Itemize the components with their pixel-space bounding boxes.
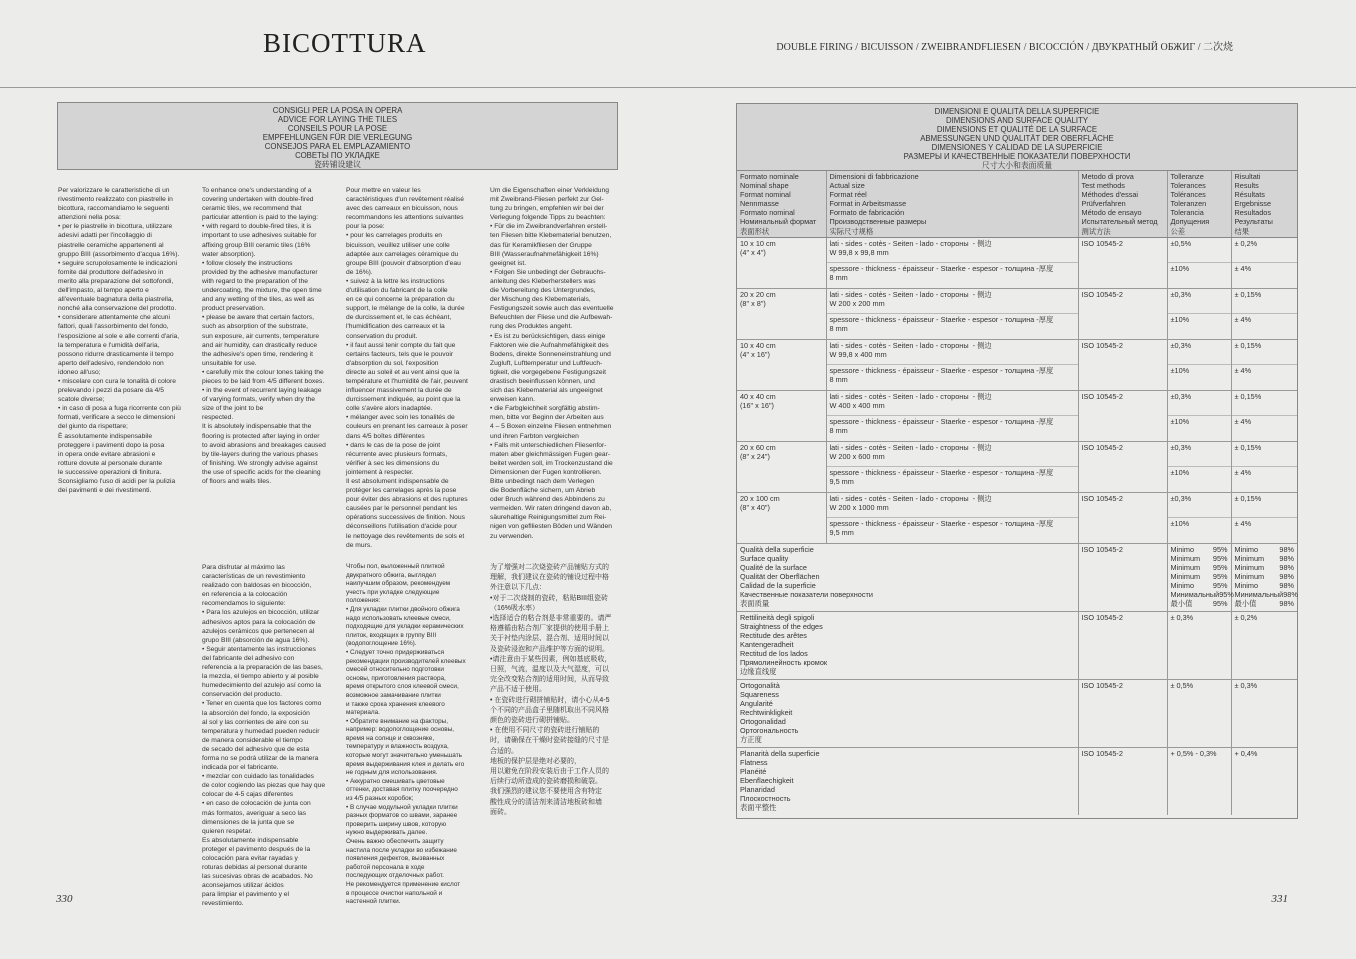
tolerance-minimum-row — [1170, 590, 1234, 600]
result-minimum-row — [1235, 581, 1295, 590]
tolerance-cell — [1167, 492, 1231, 518]
column-header-line: Tolerancia — [1170, 208, 1204, 218]
column-header-line: Método de ensayo — [1081, 208, 1142, 218]
test-method: ISO 10545-2 — [1081, 391, 1123, 401]
thickness-label: spessore - thickness - épaisseur - Staerke - espesor - толщина -厚度 — [829, 315, 1054, 325]
page-number-right: 331 — [1271, 893, 1288, 905]
table-row — [737, 288, 1297, 314]
nominal-format-inch: (8" x 8") — [740, 298, 766, 308]
minimum-value: 98% — [1279, 581, 1294, 591]
result-cell — [1231, 263, 1297, 289]
property-label-line: Качественные показатели поверхности — [740, 590, 873, 600]
column-header-line: Formato nominale — [740, 172, 799, 181]
test-method-cell — [1078, 441, 1167, 492]
advice-heading-line: CONSEJOS PARA EL EMPLAZAMIENTO — [264, 142, 411, 151]
minimum-value: 95% — [1212, 581, 1228, 591]
result-minimum-row — [1235, 599, 1295, 608]
result-minimum-row — [1235, 554, 1295, 563]
result-minimum-row — [1235, 545, 1295, 554]
table-row — [737, 339, 1297, 365]
tolerance-minimum-row — [1171, 563, 1228, 572]
tolerance-cell — [1167, 288, 1231, 314]
thickness-label: spessore - thickness - épaisseur - Staerke - espesor - толщина -厚度 — [829, 417, 1054, 427]
nominal-format-inch: (4" x 16") — [740, 349, 770, 359]
result-value: ± 4% — [1234, 519, 1252, 529]
actual-size-cell — [826, 237, 1078, 263]
thickness-value: 8 mm — [829, 375, 848, 385]
result-value: ± 4% — [1234, 468, 1252, 478]
test-method: ISO 10545-2 — [1081, 748, 1123, 758]
tolerance-value: ±0,3% — [1170, 289, 1192, 299]
property-label-line: Ortogonalità — [740, 680, 780, 690]
result-value: ± 4% — [1234, 315, 1252, 325]
sides-label: lati - sides - cotès - Seiten - lado - стороны - 侧边 — [829, 493, 992, 503]
test-method-cell — [1078, 492, 1167, 543]
advice-text-italian: Per valorizzare le caratteristiche di un rivestimento realizzato con piastrelle in bicottura, raccomandiamo le seguenti attenzioni nella posa: • per le piastrelle in bicottura, utilizzare adesivi adatti per l'incollaggio di piastrelle ceramiche appartenenti al gruppo BIII (assorbimento d'acqua 16%). • seguire scrupolosamente le indicazioni fornite dal produttore dell'adesivo in merito alla preparazione del sottofondi, dell'impasto, al tempo aperto e all'eventuale bagnatura della piastrella, nonché alla conservazione del prodotto. • considerare attentamente che alcuni fattori, quali l'assorbimento del fondo, l'esposizione al sole e alle correnti d'aria, la temperatura e l'umidità dell'aria, possono ridurre drasticamente il tempo aperto dell'adesivo, rendendolo non idoneo all'uso; • miscelare con cura le tonalità di colore prelevando i pezzi da posare da 4/5 scatole diverse; • in caso di posa a fuga ricorrente con più formati, verificare a secco le dimensioni del giunto da rispettare; È assolutamente indispensabile proteggere i pavimenti dopo la posa in opera onde evitare abrasioni e rotture dovute al personale durante le successive operazioni di finitura. Sconsigliamo l'uso di acidi per la pulizia dei pavimenti e dei rivestimenti. — [58, 187, 181, 495]
sides-label: lati - sides - cotès - Seiten - lado - стороны - 侧边 — [829, 391, 992, 401]
test-method-cell — [1078, 237, 1167, 288]
minimum-label: Minimo — [1170, 581, 1195, 591]
minimum-value: 98% — [1279, 562, 1294, 572]
column-header-row — [737, 171, 1297, 237]
property-label-line: Qualität der Oberflächen — [740, 571, 820, 581]
property-label-line: Surface quality — [740, 553, 789, 563]
nominal-format-cell — [737, 339, 826, 390]
minimum-label: Минимальный — [1234, 590, 1284, 600]
property-label-line: Angularité — [740, 698, 773, 708]
result-value: ± 0,2% — [1234, 238, 1258, 248]
column-header-line: Испытательный метод — [1081, 217, 1158, 227]
column-header-line: Номинальный формат — [740, 217, 817, 227]
column-header-line: 公差 — [1170, 226, 1186, 236]
result-cell — [1231, 518, 1297, 544]
advice-text-english: To enhance one's understanding of a covering undertaken with double-fired ceramic tiles, we recommend that particular attention is paid to the laying: • with regard to double-fired tiles, it is important to use adhesives suitable for affixing group BIII ceramic tiles (16% water absorption). • follow closely the instructions provided by the adhesive manufacturer with regard to the preparation of the undercoating, the mixture, the open time and any wetting of the tiles, as well as product preservation. • please be aware that certain factors, such as absorption of the substrate, sun exposure, air currents, temperature and air humidity, can drastically reduce the adhesive's open time, rendering it unsuitable for use. • carefully mix the colour tones taking the pieces to be laid from 4/5 different boxes. • in the event of recurrent laying leakage of varying formats, verify when dry the size of the joint to be respected. It is absolutely indispensable that the flooring is protected after laying in order to avoid abrasions and breakages caused by tile-layers during the various phases of finishing. We strongly advise against the use of specific acids for the cleaning of floors and walls tiles. — [202, 187, 326, 485]
minimum-label: Minimum — [1170, 553, 1201, 563]
nominal-format-inch: (8" x 40") — [740, 502, 770, 512]
result-value: ± 0,3% — [1234, 680, 1258, 690]
minimum-value: 98% — [1279, 544, 1294, 554]
property-label-line: Rechtwinkligkeit — [740, 707, 793, 717]
column-header-line: Risultati — [1234, 172, 1261, 181]
col-tolerances — [1167, 171, 1231, 237]
tolerance-value: ±0,3% — [1170, 493, 1192, 503]
minimum-label: Minimo — [1170, 544, 1195, 554]
column-header-line: Formato de fabricación — [829, 208, 905, 218]
table-title-line: DIMENSIONES Y CALIDAD DE LA SUPERFICIE — [931, 143, 1103, 152]
thickness-value: 8 mm — [829, 426, 848, 436]
tolerance-minimum-row — [1171, 581, 1228, 590]
advice-heading-line: 瓷砖铺设建议 — [314, 160, 361, 169]
minimum-value: 98% — [1279, 571, 1294, 581]
tolerance-cell — [1167, 747, 1231, 815]
tolerance-cell — [1167, 518, 1231, 544]
tolerance-minimum-row — [1171, 545, 1228, 554]
actual-size-value: W 400 x 400 mm — [829, 400, 885, 410]
tolerance-value: ±10% — [1170, 315, 1190, 325]
thickness-cell — [826, 416, 1078, 442]
tolerance-value: ±10% — [1170, 417, 1190, 427]
tolerance-value: ±0,3% — [1170, 391, 1192, 401]
tolerance-cell — [1167, 416, 1231, 442]
column-header-line: Допущения — [1170, 217, 1210, 227]
column-header-line: Prüfverfahren — [1081, 199, 1126, 209]
property-label-line: Плоскостность — [740, 794, 791, 804]
result-value: ± 0,15% — [1234, 289, 1262, 299]
test-method: ISO 10545-2 — [1081, 680, 1123, 690]
nominal-format: 10 x 40 cm — [740, 340, 776, 350]
header-divider — [0, 87, 1356, 88]
property-label-line: Calidad de la superficie — [740, 581, 816, 591]
test-method: ISO 10545-2 — [1081, 340, 1123, 350]
column-header-line: Test methods — [1081, 181, 1125, 191]
nominal-format-cell — [737, 237, 826, 288]
actual-size-value: W 99,8 x 99,8 mm — [829, 247, 889, 257]
advice-heading-line: ADVICE FOR LAYING THE TILES — [277, 115, 398, 124]
tolerance-value: ±10% — [1170, 264, 1190, 274]
minimum-label: Minimo — [1234, 544, 1259, 554]
tolerance-cell — [1167, 467, 1231, 493]
table-row — [737, 237, 1297, 263]
test-method-cell — [1078, 390, 1167, 441]
thickness-cell — [826, 263, 1078, 289]
column-header-line: 测试方法 — [1081, 226, 1111, 236]
result-cell — [1231, 543, 1297, 611]
thickness-cell — [826, 314, 1078, 340]
table-title-line: DIMENSIONS AND SURFACE QUALITY — [945, 116, 1089, 125]
advice-heading-line: CONSEILS POUR LA POSE — [287, 124, 388, 133]
property-label-line: 边缘直线度 — [740, 667, 777, 677]
tolerance-cell — [1167, 611, 1231, 679]
tolerance-cell — [1167, 263, 1231, 289]
tolerance-minimum-row — [1171, 554, 1228, 563]
thickness-value: 9,5 mm — [829, 528, 854, 538]
result-cell — [1231, 679, 1297, 747]
nominal-format: 20 x 100 cm — [740, 493, 780, 503]
test-method: ISO 10545-2 — [1081, 442, 1123, 452]
property-label-line: Planaridad — [740, 785, 775, 795]
property-label-line: 方正度 — [740, 735, 762, 745]
minimum-value: 95% — [1212, 544, 1228, 554]
sides-label: lati - sides - cotès - Seiten - lado - стороны - 侧边 — [829, 340, 992, 350]
thickness-label: spessore - thickness - épaisseur - Staerke - espesor - толщина -厚度 — [829, 519, 1054, 529]
column-header-line: Format nominal — [740, 190, 791, 200]
result-cell — [1231, 339, 1297, 365]
property-label-line: Ортогональность — [740, 726, 799, 736]
property-label-line: Rectitude des arêtes — [740, 630, 807, 640]
test-method-cell — [1078, 288, 1167, 339]
col-nominal-format — [737, 171, 826, 237]
column-header-line: Metodo di prova — [1081, 172, 1134, 181]
table-title-line: DIMENSIONI E QUALITÀ DELLA SUPERFICIE — [934, 107, 1100, 116]
property-label-cell — [737, 747, 1078, 815]
minimum-value: 95% — [1212, 599, 1228, 609]
column-header-line: Ergebnisse — [1234, 199, 1272, 209]
column-header-line: Results — [1234, 181, 1259, 191]
thickness-label: spessore - thickness - épaisseur - Staerke - espesor - толщина -厚度 — [829, 366, 1054, 376]
result-cell — [1231, 747, 1297, 815]
thickness-label: spessore - thickness - épaisseur - Staerke - espesor - толщина -厚度 — [829, 264, 1054, 274]
sides-label: lati - sides - cotès - Seiten - lado - стороны - 侧边 — [829, 289, 992, 299]
nominal-format: 40 x 40 cm — [740, 391, 776, 401]
tolerance-value: ±0,3% — [1170, 340, 1192, 350]
minimum-label: Minimum — [1234, 553, 1265, 563]
column-header-line: Méthodes d'essai — [1081, 190, 1139, 200]
property-label-cell — [737, 679, 1078, 747]
property-label-line: Rectitud de los lados — [740, 649, 808, 659]
actual-size-cell — [826, 492, 1078, 518]
result-value: ± 0,15% — [1234, 442, 1262, 452]
tolerance-cell — [1167, 237, 1231, 263]
minimum-label: 最小值 — [1170, 599, 1193, 609]
result-cell — [1231, 467, 1297, 493]
test-method: ISO 10545-2 — [1081, 238, 1123, 248]
nominal-format-cell — [737, 288, 826, 339]
advice-heading-line: СОВЕТЫ ПО УКЛАДКЕ — [295, 151, 380, 160]
result-cell — [1231, 416, 1297, 442]
result-minimum-row — [1234, 590, 1298, 600]
result-cell — [1231, 314, 1297, 340]
nominal-format: 10 x 10 cm — [740, 238, 776, 248]
thickness-cell — [826, 467, 1078, 493]
result-minimum-row — [1235, 563, 1295, 572]
page-title: BICOTTURA — [263, 28, 427, 58]
result-cell — [1231, 390, 1297, 416]
result-value: ± 4% — [1234, 366, 1252, 376]
tolerance-value: ±10% — [1170, 366, 1190, 376]
property-label-line: Squareness — [740, 689, 779, 699]
advice-heading-box — [57, 102, 618, 170]
result-value: ± 0,15% — [1234, 391, 1262, 401]
thickness-cell — [826, 518, 1078, 544]
property-label-line: Ortogonalidad — [740, 717, 786, 727]
column-header-line: Nominal shape — [740, 181, 789, 191]
tolerance-value: ± 0,3% — [1170, 612, 1194, 622]
property-label-line: Planarità della superficie — [740, 748, 820, 758]
test-method-cell — [1078, 679, 1167, 747]
table-title-line: ABMESSUNGEN UND QUALITÄT DER OBERFLÄCHE — [920, 134, 1114, 143]
tolerance-minimum-row — [1171, 572, 1228, 581]
advice-text-french: Pour mettre en valeur les caractéristiques d'un revêtement réalisé avec des carreaux en bicuisson, nous recommandons les attentions suivantes pour la pose: • pour les carrelages produits en bicuisson, veuillez utiliser une colle adaptée aux carrelages céramique du groupe BIII (pouvoir d'absorption d'eau de 16%). • suivez à la lettre les instructions d'utilisation du fabricant de la colle en ce qui concerne la préparation du support, le mélange de la colle, la durée de durcissement et, le cas échéant, l'humidification des carreaux et la conservation du produit. • il faut aussi tenir compte du fait que certains facteurs, tels que le pouvoir d'absorption du sol, l'exposition directe au soleil et au vent ainsi que la température et l'humidité de l'air, peuvent influencer massivement la durée de durcissement indiquée, au point que la colle s'avère alors inadaptée. • mélanger avec soin les tonalités de couleurs en prenant les carreaux à poser dans 4/5 boîtes différentes • dans le cas de la pose de joint récurrente avec plusieurs formats, vérifier à sec les dimensions du jointement à respecter. Il est absolument indispensable de protéger les carrelages après la pose pour éviter des abrasions et des ruptures causées par le personnel pendant les opérations successives de finition. Nous déconseillons l'utilisation d'acide pour le nettoyage des revêtements de sols et de murs. — [346, 187, 468, 549]
advice-text-chinese: 为了增强对二次烧瓷砖产品铺贴方式的 理解，我们建议在瓷砖的铺设过程中格 外注意以下几点： •对于二次烧制的瓷砖，粘贴BIII组瓷砖 （16%吸水率） •选择适合的粘合剂是非常重要的。请严 格遵循由粘合剂厂家提供的使用手册上 关于衬垫内涂层、混合剂、适用时间以 及瓷砖浸泡和产品维护等方面的说明。 •请注意由于某些因素，例如基底吸收， 日照，气流，温度以及大气湿度，可以 完全改变粘合剂的适用时间，从而导致 产品不适于使用。 • 在瓷砖进行砌拼铺贴时，请小心从4-5 个不同的产品盒子里随机取出不同风格 颜色的瓷砖进行砌拼铺贴。 • 在使用不同尺寸的瓷砖进行铺贴的 时，请确保在干燥时瓷砖接缝的尺寸是 合适的。 地板的保护层是绝对必要的， 用以避免在阶段安装后由于工作人员的 后续行动所造成的瓷砖磨损和破裂。 我们强烈的建议您不要使用含有特定 酸性成分的清洁剂来清洁地板砖和墙 面砖。 — [490, 564, 612, 816]
page-subtitle: DOUBLE FIRING / BICUISSON / ZWEIBRANDFLIESEN / BICOCCIÓN / ДВУКРАТНЫЙ ОБЖИГ / 二次烧 — [776, 42, 1233, 53]
property-label-line: Ebenflaechigkeit — [740, 775, 794, 785]
table-row — [737, 611, 1297, 679]
table-row — [737, 492, 1297, 518]
column-header-line: Производственные размеры — [829, 217, 927, 227]
quality-grid — [737, 171, 1297, 815]
property-label-line: Qualità della superficie — [740, 544, 814, 554]
table-row — [737, 747, 1297, 815]
column-header-line: Toleranzen — [1170, 199, 1207, 209]
minimum-label: Minimum — [1170, 571, 1201, 581]
minimum-label: Minimo — [1234, 581, 1259, 591]
nominal-format-inch: (8" x 24") — [740, 451, 770, 461]
tolerance-value: ±0,5% — [1170, 238, 1192, 248]
sides-label: lati - sides - cotès - Seiten - lado - стороны - 侧边 — [829, 442, 992, 452]
column-header-line: Nennmasse — [740, 199, 779, 209]
tolerance-cell — [1167, 365, 1231, 391]
minimum-value: 95% — [1212, 571, 1228, 581]
result-cell — [1231, 237, 1297, 263]
thickness-value: 8 mm — [829, 273, 848, 283]
minimum-value: 98% — [1279, 599, 1294, 609]
nominal-format: 20 x 20 cm — [740, 289, 776, 299]
nominal-format-cell — [737, 390, 826, 441]
nominal-format: 20 x 60 cm — [740, 442, 776, 452]
table-title-box — [737, 104, 1297, 171]
column-header-line: 结果 — [1234, 226, 1250, 236]
thickness-value: 8 mm — [829, 324, 848, 334]
table-row — [737, 543, 1297, 611]
actual-size-value: W 99,8 x 400 mm — [829, 349, 887, 359]
minimum-value: 98% — [1283, 590, 1298, 600]
surface-quality-label-cell — [737, 543, 1078, 611]
result-cell — [1231, 441, 1297, 467]
column-header-line: Tolérances — [1170, 190, 1206, 200]
minimum-value: 95% — [1212, 553, 1228, 563]
col-test-method — [1078, 171, 1167, 237]
result-value: + 0,4% — [1234, 748, 1258, 758]
minimum-value: 98% — [1279, 553, 1294, 563]
property-label-line: 表面平整性 — [740, 803, 777, 813]
property-label-line: Straightness of the edges — [740, 621, 823, 631]
result-value: ± 0,15% — [1234, 493, 1262, 503]
column-header-line: 实际尺寸规格 — [829, 226, 874, 236]
tolerance-cell — [1167, 679, 1231, 747]
table-title-line: DIMENSIONS ET QUALITÉ DE LA SURFACE — [936, 125, 1098, 134]
actual-size-cell — [826, 390, 1078, 416]
minimum-label: Minimum — [1170, 562, 1201, 572]
tolerance-cell — [1167, 441, 1231, 467]
result-cell — [1231, 365, 1297, 391]
advice-heading-line: CONSIGLI PER LA POSA IN OPERA — [272, 106, 403, 115]
result-value: ± 4% — [1234, 264, 1252, 274]
thickness-label: spessore - thickness - épaisseur - Staerke - espesor - толщина -厚度 — [829, 468, 1054, 478]
column-header-line: Tolerances — [1170, 181, 1206, 191]
minimum-value: 95% — [1212, 562, 1228, 572]
result-cell — [1231, 611, 1297, 679]
actual-size-cell — [826, 441, 1078, 467]
column-header-line: Результаты — [1234, 217, 1273, 227]
column-header-line: Resultados — [1234, 208, 1272, 218]
test-method-cell — [1078, 611, 1167, 679]
advice-text-german: Um die Eigenschaften einer Verkleidung mit Zweibrand-Fliesen perfekt zur Gel- tung zu bringen, empfehlen wir bei der Verlegung folgende Tipps zu beachten: • Für die im Zweibrandverfahren erstell- ten Fliesen bitte Klebematerial benutzen, das für Keramikfliesen der Gruppe BIII (Wasseraufnahmefähigkeit 16%) geeignet ist. • Folgen Sie unbedingt der Gebrauchs- anleitung des Kleberherstellers was die Vorbereitung des Untergrundes, der Mischung des Klebematerials, Festigungszeit sowie auch das eventuelle Befeuchten der Fliese und die Aufbewah- rung des Produktes angeht. • Es ist zu berücksichtigen, dass einige Faktoren wie die Aufnahmefähigkeit des Bodens, direkte Sonneneinstrahlung und Zugluft, Lufttemperatur und Luftfeuch- tigkeit, die vorgegebene Festigungszeit drastisch beeinflussen können, und sich das Klebematerial als ungeeignet erweisen kann. • die Farbgleichheit sorgfältig abstim- men, bitte vor Beginn der Arbeiten aus 4 – 5 Boxen einzelne Fliesen entnehmen und ihren Farbton vergleichen • Falls mit unterschiedlichen Fliesenfor- maten aber gleichmässigen Fugen gear- beitet werden soll, im Trockenzustand die Dimensionen der Fugen kontrollieren. Bitte unbedingt nach dem Verlegen die Bodenfläche sichern, um Abrieb oder Bruch während des Abbindens zu vermeiden. Wir raten dringend davon ab, säurehaltige Reinigungsmittel zum Rei- nigen von geflliesten Böden und Wänden zu verwenden. — [490, 187, 614, 540]
test-method: ISO 10545-2 — [1081, 493, 1123, 503]
test-method-cell — [1078, 747, 1167, 815]
tolerance-value: ±10% — [1170, 468, 1190, 478]
minimum-label: Minimum — [1234, 571, 1265, 581]
actual-size-value: W 200 x 1000 mm — [829, 502, 889, 512]
tolerance-cell — [1167, 314, 1231, 340]
property-label-line: Прямолинейность кромок — [740, 658, 828, 668]
nominal-format-inch: (16" x 16") — [740, 400, 774, 410]
thickness-value: 9,5 mm — [829, 477, 854, 487]
result-value: ± 0,15% — [1234, 340, 1262, 350]
advice-text-spanish: Para disfrutar al máximo las características de un revestimiento realizado con baldosas en bicocción, en referencia a la colocación recomendamos lo siguiente: • Para los azulejos en bicocción, utilizar adhesivos aptos para la colocación de azulejos cerámicos que pertenecen al grupo BIII (absorción de agua 16%). • Seguir atentamente las instrucciones del fabricante del adhesivo con referencia a la preparación de las bases, la mezcla, el tiempo abierto y al posible humedecimiento del azulejo así como la conservación del producto. • Tener en cuenta que los factores como la absorción del fondo, la exposición al sol y las corrientes de aire con su temperatura y humedad pueden reducir de manera considerable el tiempo de secado del adhesivo que de esta forma no se podrá utilizar de la manera indicada por el fabricante. • mezclar con cuidado las tonalidades de color cogiendo las piezas que hay que colocar de 4-5 cajas diferentes • en caso de colocación de junta con más formatos, averiguar a seco las dimensiones de la junta que se quieren respetar. Es absolutamente indispensable proteger el pavimento después de la colocación para evitar rayadas y roturas debidas al personal durante las sucesivas obras de acabados. No aconsejamos utilizar ácidos para limpiar el pavimento y el revestimiento. — [202, 564, 326, 908]
actual-size-value: W 200 x 200 mm — [829, 298, 885, 308]
nominal-format-inch: (4" x 4") — [740, 247, 766, 257]
table-title-line: РАЗМЕРЫ И КАЧЕСТВЕННЫЕ ПОКАЗАТЕЛИ ПОВЕРХНОСТИ — [903, 152, 1131, 161]
table-title-line: 尺寸大小和表面质量 — [981, 161, 1053, 170]
property-label-line: 表面质量 — [740, 599, 770, 609]
dimensions-quality-table — [736, 103, 1298, 819]
col-results — [1231, 171, 1297, 237]
tolerance-value: ±10% — [1170, 519, 1190, 529]
tolerance-value: ±0,3% — [1170, 442, 1192, 452]
column-header-line: Dimensioni di fabbricazione — [829, 172, 919, 181]
thickness-cell — [826, 365, 1078, 391]
actual-size-cell — [826, 288, 1078, 314]
property-label-line: Kantengeradheit — [740, 639, 794, 649]
advice-heading-line: EMPFEHLUNGEN FÜR DIE VERLEGUNG — [262, 133, 413, 142]
tolerance-cell — [1167, 390, 1231, 416]
test-method: ISO 10545-2 — [1081, 544, 1123, 554]
result-value: ± 4% — [1234, 417, 1252, 427]
tolerance-cell — [1167, 339, 1231, 365]
property-label-cell — [737, 611, 1078, 679]
tolerance-minimum-row — [1171, 599, 1228, 608]
table-row — [737, 441, 1297, 467]
minimum-label: Минимальный — [1170, 590, 1220, 600]
property-label-line: Planéité — [740, 766, 767, 776]
actual-size-cell — [826, 339, 1078, 365]
column-header-line: Format réel — [829, 190, 867, 200]
result-minimum-row — [1235, 572, 1295, 581]
test-method-cell — [1078, 339, 1167, 390]
property-label-line: Qualité de la surface — [740, 562, 807, 572]
nominal-format-cell — [737, 492, 826, 543]
sides-label: lati - sides - cotès - Seiten - lado - стороны - 侧边 — [829, 238, 992, 248]
result-cell — [1231, 492, 1297, 518]
column-header-line: Tolleranze — [1170, 172, 1204, 181]
nominal-format-cell — [737, 441, 826, 492]
actual-size-value: W 200 x 600 mm — [829, 451, 885, 461]
test-method: ISO 10545-2 — [1081, 612, 1123, 622]
property-label-line: Rettilineità degli spigoli — [740, 612, 815, 622]
minimum-label: 最小值 — [1234, 599, 1257, 609]
table-row — [737, 679, 1297, 747]
page-number-left: 330 — [56, 893, 73, 905]
test-method: ISO 10545-2 — [1081, 289, 1123, 299]
col-actual-size — [826, 171, 1078, 237]
column-header-line: Format in Arbeitsmasse — [829, 199, 907, 209]
property-label-line: Flatness — [740, 757, 768, 767]
test-method-cell — [1078, 543, 1167, 611]
table-row — [737, 390, 1297, 416]
column-header-line: Formato nominal — [740, 208, 795, 218]
result-cell — [1231, 288, 1297, 314]
column-header-line: 表面形状 — [740, 226, 770, 236]
column-header-line: Résultats — [1234, 190, 1265, 200]
column-header-line: Actual size — [829, 181, 865, 191]
minimum-label: Minimum — [1234, 562, 1265, 572]
advice-text-russian: Чтобы пол, выложенный плиткой двукратного обжига, выглядел наилучшим образом, рекомендуем учесть при укладке следующие положения: • Для укладки плитки двойного обжига надо использовать клеевые смеси, подходящие для укладки керамических плиток, входящих в группу BIII (водопоглощение 16%). • Следует точно придерживаться рекомендации производителей клеевых смесей относительно подготовки основы, приготовления раствора, время открытого слоя клеевой смеси, возможное замачивание плитки и также срока хранения клеевого материала. • Обратите внимание на факторы, например: водопоглощение основы, время на солнце и сквозняке, температуру и влажность воздуха, которые могут значительно уменьшать время выдерживания клея и делать его не годным для использования. • Аккуратно смешивать цветовые оттенки, доставая плитку поочередно из 4/5 разных коробок; • В случае модульной укладки плитки разных форматов со швами, заранее проверить ширину швов, которую нужно выдерживать далее. Очень важно обеспечить защиту настила после укладки во избежание появления дефектов, вызванных работой персонала в ходе последующих отделочных работ. Не рекомендуется применение кислот в процессе очистки напольной и настенной плитки. — [346, 563, 466, 906]
tolerance-value: ± 0,5% — [1170, 680, 1194, 690]
minimum-value: 95% — [1219, 590, 1234, 600]
result-value: ± 0,2% — [1234, 612, 1258, 622]
tolerance-value: + 0,5% - 0,3% — [1170, 748, 1217, 758]
tolerance-cell — [1167, 543, 1234, 611]
